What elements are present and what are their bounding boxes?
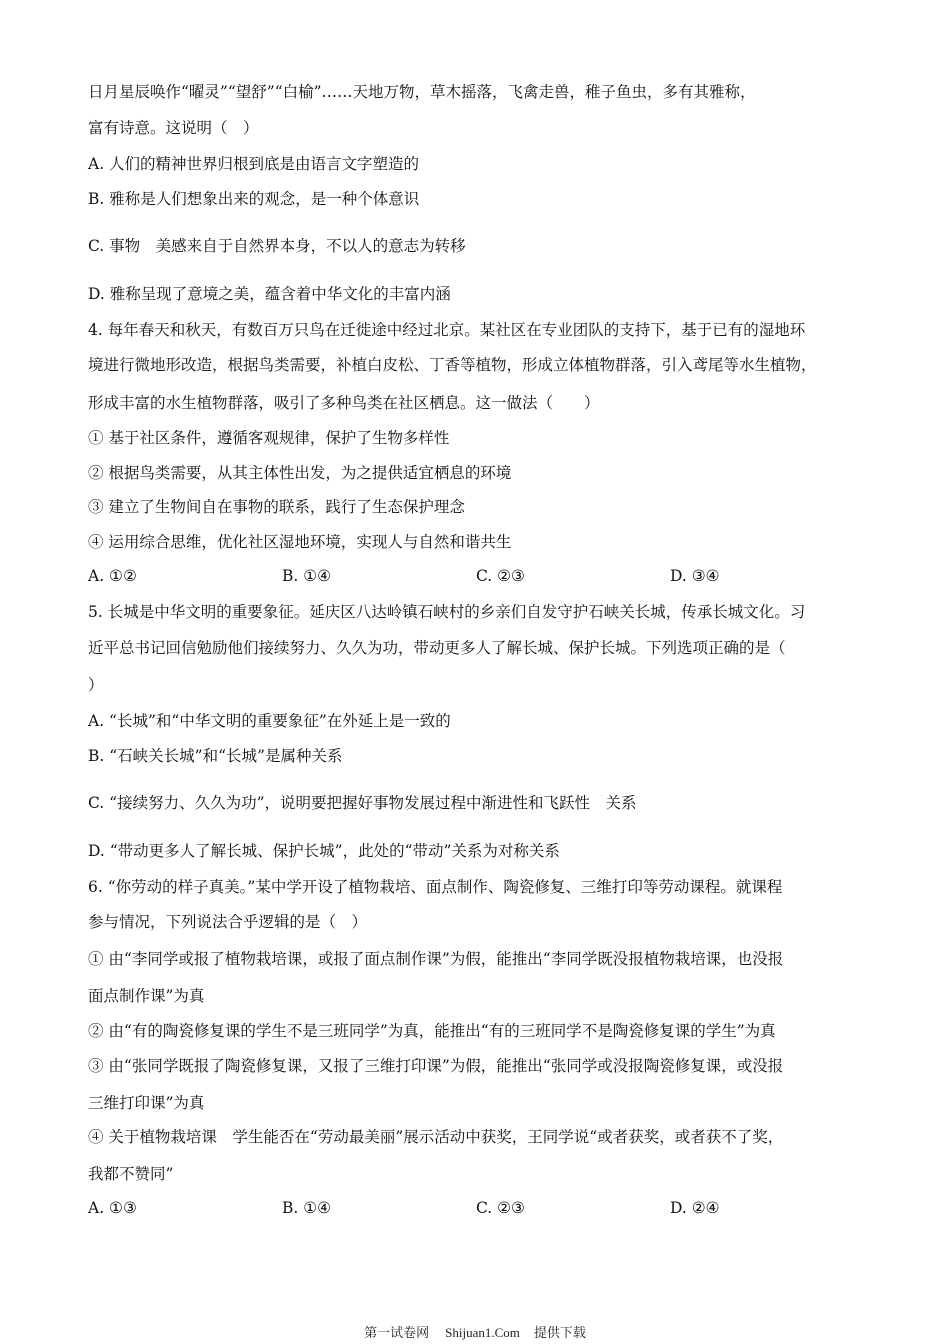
question-4-statement-3: ③ 建立了生物间自在事物的联系，践行了生态保护理念 <box>88 498 465 516</box>
question-6-statement-4-line-1: ④ 关于植物栽培课 学生能否在“劳动最美丽”展示活动中获奖，王同学说“或者获奖，或者获不了奖， <box>88 1128 784 1146</box>
question-5-option-d: D. “带动更多人了解长城、保护长城”，此处的“带动”关系为对称关系 <box>88 842 560 860</box>
question-5-option-a: A. “长城”和“中华文明的重要象征”在外延上是一致的 <box>88 712 451 730</box>
question-6-statement-2: ② 由“有的陶瓷修复课的学生不是三班同学”为真，能推出“有的三班同学不是陶瓷修复课的学生”为真 <box>88 1022 776 1040</box>
question-6-stem-line-2: 参与情况，下列说法合乎逻辑的是（ ） <box>88 913 368 931</box>
question-4-stem-line-2: 境进行微地形改造，根据鸟类需要，补植白皮松、丁香等植物，形成立体植物群落，引入鸢尾等水生植物， <box>88 356 817 374</box>
question-6-choice-a: A. ①③ <box>88 1199 137 1217</box>
question-6-choice-c: C. ②③ <box>476 1199 525 1217</box>
question-6-statement-1-line-2: 面点制作课”为真 <box>88 987 205 1005</box>
question-4-statement-2: ② 根据鸟类需要，从其主体性出发，为之提供适宜栖息的环境 <box>88 464 512 482</box>
page-footer <box>0 1324 950 1343</box>
question-3-option-b: B. 雅称是人们想象出来的观念，是一种个体意识 <box>88 190 420 208</box>
question-3-option-a: A. 人们的精神世界归根到底是由语言文字塑造的 <box>88 155 420 173</box>
question-5-option-c: C. “接续努力、久久为功”，说明要把握好事物发展过程中渐进性和飞跃性 关系 <box>88 794 637 812</box>
question-4-statement-1: ① 基于社区条件，遵循客观规律，保护了生物多样性 <box>88 429 450 447</box>
footer-domain-link[interactable]: Shijuan1.Com <box>445 1325 520 1340</box>
question-6-statement-1-line-1: ① 由“李同学或报了植物栽培课，或报了面点制作课”为假，能推出“李同学既没报植物栽培课，也没报 <box>88 950 784 968</box>
question-6-choice-d: D. ②④ <box>670 1199 720 1217</box>
question-4-choice-b: B. ①④ <box>282 567 332 585</box>
question-6-statement-3-line-1: ③ 由“张同学既报了陶瓷修复课，又报了三维打印课”为假，能推出“张同学或没报陶瓷修复课，或没报 <box>88 1057 784 1075</box>
question-4-stem-line-3: 形成丰富的水生植物群落，吸引了多种鸟类在社区栖息。这一做法（ ） <box>88 394 600 412</box>
question-5-stem-line-3: ） <box>88 676 104 694</box>
question-6-stem-line-1: 6. “你劳动的样子真美。”某中学开设了植物栽培、面点制作、陶瓷修复、三维打印等劳动课程。就课程 <box>88 878 783 896</box>
question-3-option-c: C. 事物 美感来自于自然界本身，不以人的意志为转移 <box>88 237 466 255</box>
question-4-choice-d: D. ③④ <box>670 567 720 585</box>
question-4-choice-c: C. ②③ <box>476 567 525 585</box>
footer-site-name: 第一试卷网 <box>364 1326 430 1341</box>
question-6-statement-4-line-2: 我都不赞同” <box>88 1165 174 1183</box>
question-3-stem-line-2: 富有诗意。这说明（ ） <box>88 119 259 137</box>
question-5-option-b: B. “石峡关长城”和“长城”是属种关系 <box>88 747 343 765</box>
question-5-stem-line-1: 5. 长城是中华文明的重要象征。延庆区八达岭镇石峡村的乡亲们自发守护石峡关长城，传承长城文化。习 <box>88 603 806 621</box>
question-6-statement-3-line-2: 三维打印课”为真 <box>88 1094 205 1112</box>
question-4-statement-4: ④ 运用综合思维，优化社区湿地环境，实现人与自然和谐共生 <box>88 533 512 551</box>
footer-note: 提供下载 <box>533 1326 586 1341</box>
question-4-choice-a: A. ①② <box>88 567 137 585</box>
question-5-stem-line-2: 近平总书记回信勉励他们接续努力、久久为功，带动更多人了解长城、保护长城。下列选项正确的是（ <box>88 639 786 657</box>
question-4-stem-line-1: 4. 每年春天和秋天，有数百万只鸟在迁徙途中经过北京。某社区在专业团队的支持下，基于已有的湿地环 <box>88 321 806 339</box>
question-6-choice-b: B. ①④ <box>282 1199 332 1217</box>
question-3-stem-line-1: 日月星辰唤作“曜灵”“望舒”“白榆”……天地万物，草木摇落，飞禽走兽，稚子鱼虫，多有其雅称， <box>88 83 756 101</box>
question-3-option-d: D. 雅称呈现了意境之美，蕴含着中华文化的丰富内涵 <box>88 285 451 303</box>
